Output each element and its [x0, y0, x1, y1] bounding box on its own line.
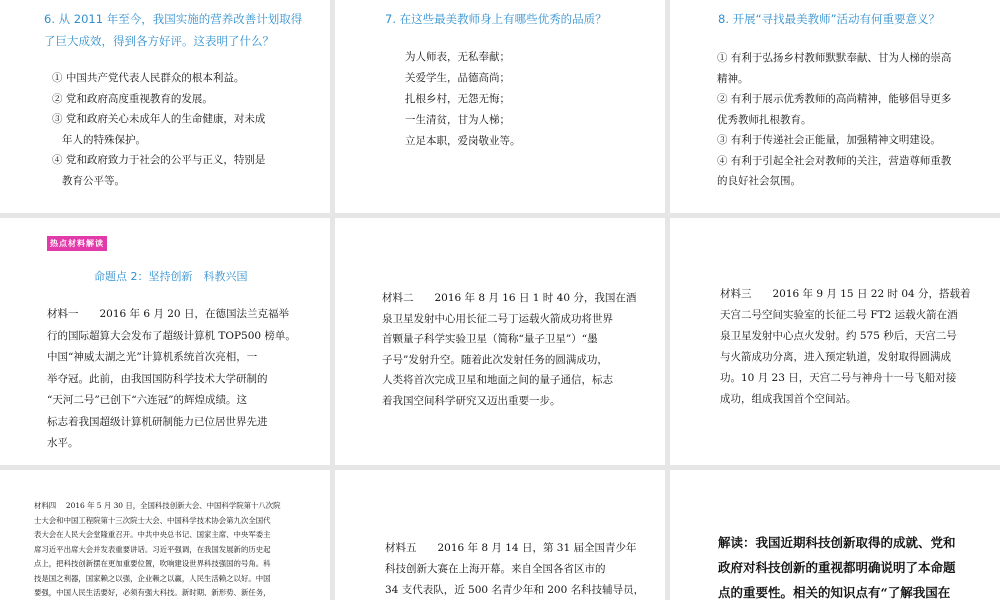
material-line: 材料二 2016 年 8 月 16 日 1 时 40 分，我国在酒 [382, 292, 637, 304]
answer-list [717, 48, 992, 192]
material-line: 子号”发射升空。随着此次发射任务的圆满成功， [382, 353, 608, 366]
slide-material-2[interactable] [335, 218, 665, 465]
slide-8-activity-significance[interactable] [670, 0, 1000, 213]
material-text [34, 499, 329, 600]
slide-6-nutrition[interactable] [0, 0, 330, 213]
material-line: 技是国之利器，国家赖之以强，企业赖之以赢，人民生活赖之以好。中国 [34, 573, 271, 583]
material-line: 材料三 2016 年 9 月 15 日 22 时 04 分，搭载着 [720, 288, 971, 300]
slide-material-1[interactable] [0, 218, 330, 465]
answer-line: 精神。 [717, 72, 749, 85]
material-line: 泉卫星发射中心点火发射。约 575 秒后，天宫二号 [720, 330, 957, 342]
answer-line: 优秀教师扎根教育。 [717, 113, 812, 126]
slide-material-5[interactable] [335, 470, 665, 600]
material-line: 中国“神威太湖之光”计算机系统首次亮相，一 [47, 351, 258, 363]
material-line: 表大会在人民大会堂隆重召开。中共中央总书记、国家主席、中央军委主 [34, 530, 271, 539]
material-line: 席习近平出席大会并发表重要讲话。习近平强调，在我国发展新的历史起 [34, 544, 271, 554]
answer-line: 扎根乡村，无怨无悔； [405, 93, 510, 105]
material-line: 泉卫星发射中心用长征二号丁运载火箭成功将世界 [382, 312, 613, 325]
answer-line: 关爱学生，品德高尚； [405, 72, 510, 84]
material-line: 士大会和中国工程院第十三次院士大会、中国科学技术协会第九次全国代 [34, 515, 271, 525]
slide-interpretation[interactable] [670, 470, 1000, 600]
material-line: 与火箭成功分离，进入预定轨道，发射取得圆满成 [720, 351, 951, 363]
slide-material-4[interactable] [0, 470, 330, 600]
answer-list [52, 68, 302, 191]
material-line: 34 支代表队，近 500 名青少年和 200 名科技辅导员， [385, 584, 645, 596]
material-text [385, 538, 660, 600]
material-line: 行的国际超算大会发布了超级计算机 TOP500 榜单。 [47, 329, 296, 342]
interpretation-line: 点的重要性。相关的知识点有“了解我国在 [718, 585, 951, 600]
material-text [47, 304, 327, 455]
material-text [720, 284, 995, 410]
material-line: 材料一 2016 年 6 月 20 日，在德国法兰克福举 [47, 308, 289, 320]
slide-material-3[interactable] [670, 218, 1000, 465]
hot-topic-tag: 热点材料解读 [47, 236, 107, 251]
answer-line: ④ 有利于引起全社会对教师的关注，营造尊师重教 [717, 154, 952, 167]
section-heading: 命题点 2：坚持创新 科教兴国 [94, 270, 248, 283]
material-line: 首颗量子科学实验卫星（简称“量子卫星”）“墨 [382, 333, 598, 345]
answer-line: 为人师表，无私奉献； [405, 51, 510, 63]
material-line: 科技创新大赛在上海开幕。来自全国各省区市的 [385, 563, 606, 575]
material-line: 功。10 月 23 日，天宫二号与神舟十一号飞船对接 [720, 372, 957, 384]
material-line: 举夺冠。此前，由我国国防科学技术大学研制的 [47, 372, 268, 385]
material-line: 水平。 [47, 437, 79, 449]
question-7: 7. 在这些最美教师身上有哪些优秀的品质？ [385, 12, 607, 26]
material-line: 着我国空间科学研究又迈出重要一步。 [382, 394, 561, 407]
answer-line: 立足本职，爱岗敬业等。 [405, 135, 521, 147]
material-line: 天宫二号空间实验室的长征二号 FT2 运载火箭在酒 [720, 309, 958, 321]
answer-line: ③ 有利于传递社会正能量，加强精神文明建设。 [717, 134, 941, 146]
material-line: 人类将首次完成卫星和地面之间的量子通信，标志 [382, 374, 613, 386]
slide-7-teacher-qualities[interactable] [335, 0, 665, 213]
answer-line: ② 有利于展示优秀教师的高尚精神，能够倡导更多 [717, 93, 952, 105]
answer-line: 年人的特殊保护。 [52, 133, 147, 146]
answer-line: ② 党和政府高度重视教育的发展。 [52, 92, 213, 105]
answer-list [405, 47, 625, 152]
answer-line: ③ 党和政府关心未成年人的生命健康，对未成 [52, 113, 266, 125]
answer-line: ④ 党和政府致力于社会的公平与正义，特别是 [52, 154, 266, 166]
question-8: 8. 开展“寻找最美教师”活动有何重要意义？ [718, 12, 941, 26]
interpretation-line: 解读：我国近期科技创新取得的成就、党和 [718, 535, 956, 550]
answer-line: 教育公平等。 [52, 174, 126, 187]
material-line: “天河二号”已创下“六连冠”的辉煌成绩。这 [47, 394, 247, 406]
interpretation-text [718, 530, 998, 600]
material-line: 成功，组成我国首个空间站。 [720, 393, 857, 405]
answer-line: 的良好社会氛围。 [717, 175, 801, 187]
material-line: 材料五 2016 年 8 月 14 日，第 31 届全国青少年 [385, 542, 637, 554]
material-line: 材料四 2016 年 5 月 30 日，全国科技创新大会、中国科学院第十八次院 [34, 501, 281, 510]
question-6: 6. 从 2011 年至今，我国实施的营养改善计划取得了巨大成效，得到各方好评。这表明了什么？ [44, 12, 303, 48]
material-line: 点上，把科技创新摆在更加重要位置，吹响建设世界科技强国的号角。科 [34, 559, 271, 568]
answer-line: ① 有利于弘扬乡村教师默默奉献、甘为人梯的崇高 [717, 52, 952, 64]
material-line: 要强，中国人民生活要好，必须有强大科技。新时期、新形势、新任务， [34, 588, 271, 597]
interpretation-line: 政府对科技创新的重视都明确说明了本命题 [718, 560, 956, 575]
material-line: 标志着我国超级计算机研制能力已位居世界先进 [47, 415, 268, 428]
answer-line: 一生清贫，甘为人梯； [405, 114, 510, 126]
answer-line: ① 中国共产党代表人民群众的根本利益。 [52, 72, 245, 84]
material-text [382, 288, 662, 411]
